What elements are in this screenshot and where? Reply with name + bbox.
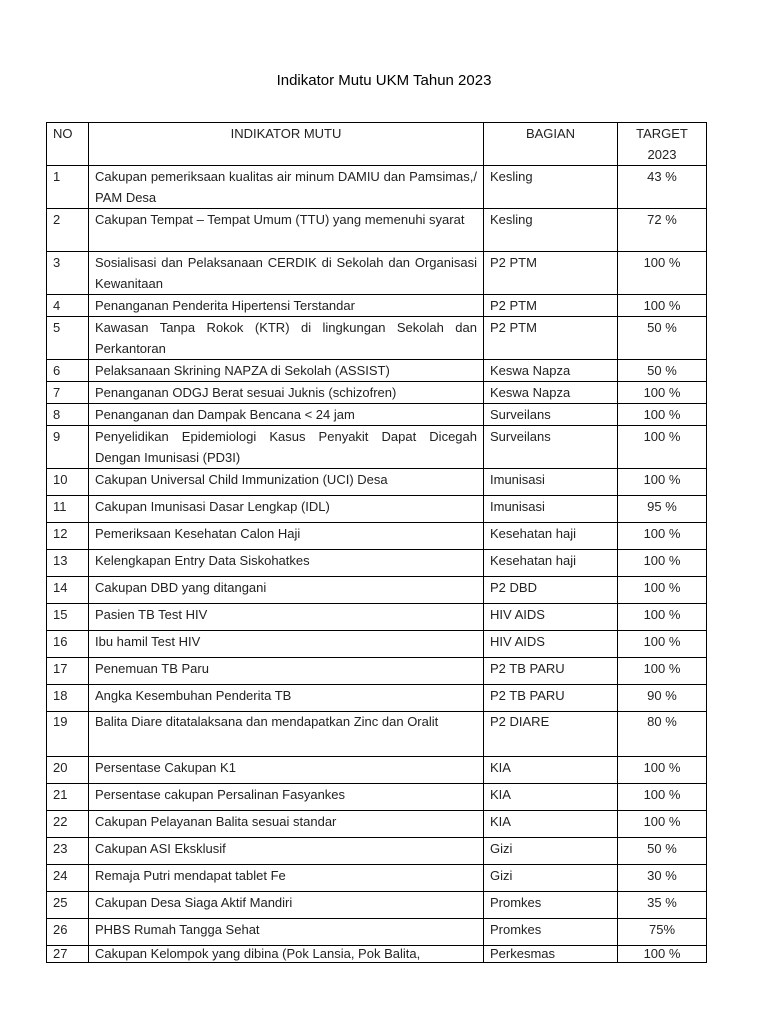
row-target: 100 % — [618, 811, 707, 838]
row-no: 8 — [47, 404, 89, 426]
row-indikator: Ibu hamil Test HIV — [89, 631, 484, 658]
table-row — [47, 919, 707, 946]
page-title: Indikator Mutu UKM Tahun 2023 — [276, 72, 492, 89]
row-no: 3 — [47, 252, 89, 295]
row-target: 50 % — [618, 317, 707, 360]
row-target: 100 % — [618, 382, 707, 404]
row-bagian: P2 TB PARU — [484, 658, 618, 685]
row-target: 90 % — [618, 685, 707, 712]
row-no: 22 — [47, 811, 89, 838]
header-indikator: INDIKATOR MUTU — [89, 123, 484, 166]
row-no: 13 — [47, 550, 89, 577]
row-bagian: KIA — [484, 757, 618, 784]
row-target: 100 % — [618, 658, 707, 685]
row-target: 100 % — [618, 577, 707, 604]
row-target: 50 % — [618, 360, 707, 382]
table-row — [47, 577, 707, 604]
row-target: 75% — [618, 919, 707, 946]
row-indikator: Balita Diare ditatalaksana dan mendapatkan Zinc dan Oralit — [89, 712, 484, 757]
row-no: 16 — [47, 631, 89, 658]
row-indikator: Cakupan Kelompok yang dibina (Pok Lansia, Pok Balita, — [89, 946, 484, 963]
table-row — [47, 382, 707, 404]
row-bagian: Gizi — [484, 865, 618, 892]
row-indikator: Sosialisasi dan Pelaksanaan CERDIK di Sekolah dan Organisasi Kewanitaan — [89, 252, 484, 295]
row-no: 6 — [47, 360, 89, 382]
row-bagian: P2 DIARE — [484, 712, 618, 757]
table-header-row — [47, 123, 707, 166]
header-no: NO — [47, 123, 89, 166]
table-row — [47, 946, 707, 963]
table-row — [47, 838, 707, 865]
row-indikator: Penanganan ODGJ Berat sesuai Juknis (schizofren) — [89, 382, 484, 404]
table-row — [47, 784, 707, 811]
row-bagian: Imunisasi — [484, 469, 618, 496]
row-no: 21 — [47, 784, 89, 811]
row-indikator: Cakupan Tempat – Tempat Umum (TTU) yang memenuhi syarat — [89, 209, 484, 252]
table-row — [47, 811, 707, 838]
row-bagian: P2 PTM — [484, 252, 618, 295]
row-no: 7 — [47, 382, 89, 404]
row-no: 4 — [47, 295, 89, 317]
row-no: 5 — [47, 317, 89, 360]
row-indikator: Cakupan Imunisasi Dasar Lengkap (IDL) — [89, 496, 484, 523]
row-indikator: Cakupan Universal Child Immunization (UCI) Desa — [89, 469, 484, 496]
table-row — [47, 295, 707, 317]
row-target: 43 % — [618, 166, 707, 209]
row-bagian: Promkes — [484, 919, 618, 946]
row-target: 72 % — [618, 209, 707, 252]
row-bagian: P2 PTM — [484, 295, 618, 317]
row-target: 100 % — [618, 523, 707, 550]
table-row — [47, 404, 707, 426]
row-bagian: Kesling — [484, 209, 618, 252]
table-row — [47, 252, 707, 295]
row-indikator: Angka Kesembuhan Penderita TB — [89, 685, 484, 712]
row-indikator: Pemeriksaan Kesehatan Calon Haji — [89, 523, 484, 550]
row-target: 100 % — [618, 604, 707, 631]
row-no: 19 — [47, 712, 89, 757]
row-indikator: Persentase cakupan Persalinan Fasyankes — [89, 784, 484, 811]
table-row — [47, 685, 707, 712]
row-no: 27 — [47, 946, 89, 963]
indikator-table — [46, 122, 707, 963]
row-target: 100 % — [618, 295, 707, 317]
header-target-label: TARGET — [636, 126, 688, 141]
row-bagian: Keswa Napza — [484, 360, 618, 382]
row-bagian: P2 DBD — [484, 577, 618, 604]
header-target-year: 2023 — [647, 147, 677, 162]
row-bagian: P2 PTM — [484, 317, 618, 360]
row-bagian: HIV AIDS — [484, 604, 618, 631]
row-target: 95 % — [618, 496, 707, 523]
row-bagian: Perkesmas — [484, 946, 618, 963]
row-target: 35 % — [618, 892, 707, 919]
row-no: 10 — [47, 469, 89, 496]
row-bagian: KIA — [484, 784, 618, 811]
row-indikator: Pasien TB Test HIV — [89, 604, 484, 631]
row-bagian: Kesehatan haji — [484, 523, 618, 550]
row-no: 25 — [47, 892, 89, 919]
row-indikator: Pelaksanaan Skrining NAPZA di Sekolah (ASSIST) — [89, 360, 484, 382]
row-no: 1 — [47, 166, 89, 209]
row-indikator: Remaja Putri mendapat tablet Fe — [89, 865, 484, 892]
row-no: 15 — [47, 604, 89, 631]
header-bagian: BAGIAN — [484, 123, 618, 166]
row-indikator: Penanganan Penderita Hipertensi Terstandar — [89, 295, 484, 317]
table-row — [47, 658, 707, 685]
row-indikator: Cakupan Pelayanan Balita sesuai standar — [89, 811, 484, 838]
row-bagian: Keswa Napza — [484, 382, 618, 404]
table-row — [47, 550, 707, 577]
row-indikator: Penemuan TB Paru — [89, 658, 484, 685]
row-bagian: HIV AIDS — [484, 631, 618, 658]
header-target — [618, 123, 707, 166]
row-bagian: KIA — [484, 811, 618, 838]
row-target: 80 % — [618, 712, 707, 757]
row-target: 100 % — [618, 469, 707, 496]
row-no: 14 — [47, 577, 89, 604]
row-bagian: Gizi — [484, 838, 618, 865]
row-indikator: Kelengkapan Entry Data Siskohatkes — [89, 550, 484, 577]
table-row — [47, 166, 707, 209]
row-bagian: Promkes — [484, 892, 618, 919]
row-bagian: P2 TB PARU — [484, 685, 618, 712]
row-bagian: Kesehatan haji — [484, 550, 618, 577]
row-indikator: Cakupan Desa Siaga Aktif Mandiri — [89, 892, 484, 919]
row-no: 23 — [47, 838, 89, 865]
row-no: 24 — [47, 865, 89, 892]
row-no: 17 — [47, 658, 89, 685]
row-indikator: Kawasan Tanpa Rokok (KTR) di lingkungan Sekolah dan Perkantoran — [89, 317, 484, 360]
table-row — [47, 426, 707, 469]
table-row — [47, 469, 707, 496]
table-row — [47, 604, 707, 631]
row-indikator: PHBS Rumah Tangga Sehat — [89, 919, 484, 946]
table-row — [47, 892, 707, 919]
row-target: 100 % — [618, 426, 707, 469]
row-target: 100 % — [618, 252, 707, 295]
table-row — [47, 523, 707, 550]
table-row — [47, 360, 707, 382]
row-no: 12 — [47, 523, 89, 550]
row-target: 100 % — [618, 757, 707, 784]
row-no: 11 — [47, 496, 89, 523]
row-target: 100 % — [618, 946, 707, 963]
row-target: 100 % — [618, 550, 707, 577]
table-row — [47, 712, 707, 757]
row-indikator: Cakupan ASI Eksklusif — [89, 838, 484, 865]
row-indikator: Persentase Cakupan K1 — [89, 757, 484, 784]
row-bagian: Surveilans — [484, 404, 618, 426]
row-bagian: Imunisasi — [484, 496, 618, 523]
row-indikator: Cakupan DBD yang ditangani — [89, 577, 484, 604]
table-row — [47, 209, 707, 252]
row-indikator: Penyelidikan Epidemiologi Kasus Penyakit Dapat Dicegah Dengan Imunisasi (PD3I) — [89, 426, 484, 469]
row-no: 9 — [47, 426, 89, 469]
row-indikator: Cakupan pemeriksaan kualitas air minum DAMIU dan Pamsimas,/ PAM Desa — [89, 166, 484, 209]
row-no: 18 — [47, 685, 89, 712]
row-no: 20 — [47, 757, 89, 784]
row-indikator: Penanganan dan Dampak Bencana < 24 jam — [89, 404, 484, 426]
table-row — [47, 317, 707, 360]
table-row — [47, 496, 707, 523]
row-bagian: Surveilans — [484, 426, 618, 469]
row-target: 100 % — [618, 404, 707, 426]
row-target: 100 % — [618, 631, 707, 658]
row-target: 30 % — [618, 865, 707, 892]
table-row — [47, 865, 707, 892]
row-no: 2 — [47, 209, 89, 252]
row-target: 50 % — [618, 838, 707, 865]
row-target: 100 % — [618, 784, 707, 811]
row-bagian: Kesling — [484, 166, 618, 209]
row-no: 26 — [47, 919, 89, 946]
table-row — [47, 631, 707, 658]
table-row — [47, 757, 707, 784]
